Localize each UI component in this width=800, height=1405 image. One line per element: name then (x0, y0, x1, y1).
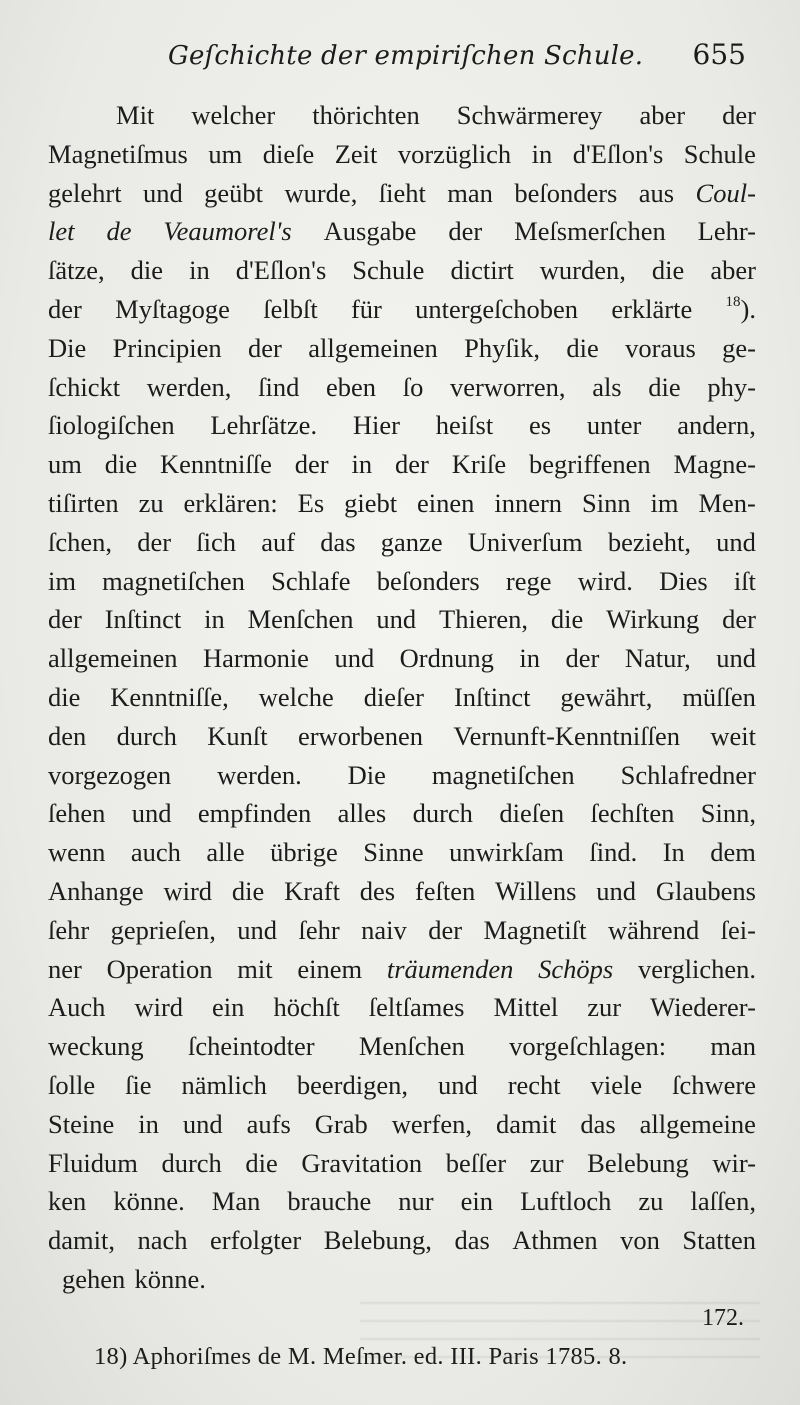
word: Athmen (512, 1225, 598, 1256)
word: Kriſe (451, 449, 507, 480)
text-line (48, 135, 756, 174)
word: der (48, 604, 82, 635)
word: für (350, 293, 382, 324)
signature-mark: 172. (702, 1304, 744, 1331)
word: wird (163, 875, 213, 906)
word: Sinn (582, 487, 631, 518)
word: die (231, 875, 265, 906)
word: die (48, 681, 81, 712)
word: ſind. (589, 837, 638, 868)
word: gelehrt (48, 177, 122, 208)
word: und (237, 914, 278, 945)
word: nämlich (181, 1069, 267, 1100)
word: Schöps (538, 953, 614, 984)
word: die (566, 332, 599, 363)
word: Kraft (284, 875, 340, 906)
word: auch (130, 837, 181, 868)
word: alle (206, 837, 245, 868)
word: ſind (258, 371, 300, 402)
word: andern, (677, 410, 756, 441)
word: Willens (495, 875, 577, 906)
word: ſei- (720, 914, 756, 945)
word: Magnetiſmus (48, 138, 188, 169)
word: Belebung (587, 1147, 689, 1178)
word: Die (347, 759, 386, 790)
word: vorzüglich (397, 138, 512, 169)
word: träumenden (386, 953, 514, 984)
word: laſſen, (690, 1186, 756, 1217)
word: mit (237, 953, 273, 984)
word: beſſer (445, 1147, 507, 1178)
word: die (104, 449, 138, 480)
text-line (48, 96, 756, 135)
running-head-title: Geſchichte der empiriſchen Schule. (168, 41, 644, 71)
word: die (550, 604, 584, 635)
word: der (137, 526, 172, 557)
word: wurde, (284, 177, 358, 208)
word: giebt (344, 487, 398, 518)
word: der (394, 449, 429, 480)
word: Menſchen (247, 604, 354, 635)
text-line (48, 251, 756, 290)
word: ſchen, (48, 526, 113, 557)
text-line (48, 406, 756, 445)
word: d'Eſlon's (572, 138, 664, 169)
word: in (519, 643, 540, 674)
word: ge- (722, 332, 756, 363)
text-line (48, 368, 756, 407)
text-line (48, 600, 756, 639)
word: nach (137, 1225, 188, 1256)
word: Kenntniſſe (160, 449, 272, 480)
text-line (48, 794, 756, 833)
word: Schule (683, 138, 756, 169)
text-line (48, 988, 756, 1027)
word: höchſt (273, 992, 340, 1023)
word: damit (495, 1108, 557, 1139)
word: vorgezogen (48, 759, 172, 790)
word: Anhange (48, 875, 144, 906)
word: erklärte (611, 293, 693, 324)
word: Fluidum (48, 1147, 138, 1178)
word: gewährt, (560, 681, 653, 712)
word: in (531, 138, 553, 169)
word: zu (138, 487, 164, 518)
word: in (204, 604, 225, 635)
word: ſcheintodter (187, 1031, 315, 1062)
word: das (320, 526, 356, 557)
word: dieſe (262, 138, 315, 169)
word: magnetiſchen (431, 759, 575, 790)
word: Luftloch (520, 1186, 612, 1217)
word: Statten (682, 1225, 756, 1256)
word: beſonders (514, 177, 618, 208)
word: und (596, 875, 637, 906)
word: vorgeſchlagen: (509, 1031, 667, 1062)
text-line (48, 1144, 756, 1183)
word: Belebung, (323, 1225, 432, 1256)
word: dem (710, 837, 756, 868)
word: ſie (125, 1069, 152, 1100)
word: ſehr (48, 914, 90, 945)
word: Sinne (363, 837, 424, 868)
word: Coul- (695, 177, 756, 208)
word: allgemeine (639, 1108, 756, 1139)
word: aber (710, 255, 756, 286)
word: Schlafe (271, 565, 351, 596)
word: durch (116, 720, 177, 751)
word: nur (398, 1186, 434, 1217)
word: durch (412, 798, 473, 829)
word: als (592, 371, 622, 402)
word: aufs (246, 1108, 291, 1139)
word: durch (161, 1147, 222, 1178)
word: der (722, 100, 756, 130)
running-head (48, 38, 756, 92)
word: ſehr (298, 914, 340, 945)
word: allgemeinen (308, 332, 438, 363)
word: müſſen (682, 681, 756, 712)
word: den (48, 720, 87, 751)
page-number: 655 (692, 38, 746, 71)
word: beſonders (376, 565, 480, 596)
word: Menſchen (358, 1031, 465, 1062)
word: um (208, 138, 243, 169)
text-line (48, 562, 756, 601)
word: dieſer (363, 681, 425, 712)
text-line (48, 678, 756, 717)
text-line (48, 212, 756, 251)
text-line (48, 1066, 756, 1105)
word: im (650, 487, 679, 518)
text-line (48, 523, 756, 562)
word: Myſtagoge (115, 293, 230, 324)
word: ſieht (378, 177, 426, 208)
word: es (529, 410, 552, 441)
word: des (359, 875, 396, 906)
body-text (48, 96, 756, 1299)
text-line (48, 1027, 756, 1066)
text-line (48, 833, 756, 872)
word: Glaubens (655, 875, 756, 906)
word: und (143, 177, 183, 208)
word: in (351, 449, 373, 480)
word: $^{18}$). (725, 293, 756, 324)
word: der (247, 332, 282, 363)
word: werden, (146, 371, 232, 402)
word: Principien (112, 332, 222, 363)
word: man (710, 1031, 756, 1062)
word: Kenntniſſe, (110, 681, 229, 712)
word: könne. (113, 1186, 185, 1217)
word: das (580, 1108, 616, 1139)
word: erklären: (183, 487, 278, 518)
word: naiv (361, 914, 407, 945)
word: Mit (116, 100, 155, 130)
word: Natur, (624, 643, 691, 674)
word: im (48, 565, 76, 596)
word: Ordnung (399, 643, 494, 674)
word: dictirt (450, 255, 514, 286)
word: Harmonie (202, 643, 309, 674)
word: viele (590, 1069, 643, 1100)
word: erfolgter (210, 1225, 302, 1256)
word: werfen, (391, 1108, 472, 1139)
word: brauche (287, 1186, 372, 1217)
word: und (437, 1069, 478, 1100)
footnote: 18) Aphoriſmes de M. Meſmer. ed. III. Paris 1785. 8. (94, 1342, 628, 1370)
word: innern (494, 487, 563, 518)
word: Vernunft-Kenntniſſen (453, 720, 681, 751)
word: das (454, 1225, 490, 1256)
word: unter (586, 410, 642, 441)
text-line (48, 911, 756, 950)
word: tiſirten (48, 487, 119, 518)
word: recht (507, 1069, 561, 1100)
word: Inſtinct (104, 604, 182, 635)
word: wir- (712, 1147, 756, 1178)
word: thörichten (312, 100, 420, 130)
word: ner (48, 953, 82, 984)
word: und (182, 1108, 223, 1139)
word: Men- (698, 487, 756, 518)
word: heiſst (435, 410, 494, 441)
word: Veaumorel's (163, 216, 292, 247)
word: Die (48, 332, 87, 363)
text-line (48, 1182, 756, 1221)
word: weit (710, 720, 756, 751)
word: Gravitation (301, 1147, 423, 1178)
word: unwirkſam (449, 837, 564, 868)
word: aus (638, 177, 675, 208)
text-line (48, 290, 756, 329)
word: ſchickt (48, 371, 121, 402)
word: und (131, 798, 172, 829)
word: erworbenen (297, 720, 424, 751)
word: Magne- (673, 449, 756, 480)
text-line (48, 717, 756, 756)
bleed-through-texture (360, 1288, 760, 1358)
text-line (48, 329, 756, 368)
word: auf (261, 526, 296, 557)
word: phy- (707, 371, 756, 402)
word: Steine (48, 1108, 115, 1139)
word: damit, (48, 1225, 115, 1256)
word: in (189, 255, 210, 286)
word: man (447, 177, 493, 208)
text-line (48, 174, 756, 213)
word: einem (297, 953, 363, 984)
word: Es (297, 487, 325, 518)
word: Kunſt (207, 720, 268, 751)
word: Schlafredner (620, 759, 756, 790)
word: der (448, 216, 483, 247)
word: von (620, 1225, 660, 1256)
word: ken (48, 1186, 87, 1217)
word: werden. (217, 759, 302, 790)
word: iſt (733, 565, 756, 596)
word: ſeltſames (368, 992, 465, 1023)
word: wenn (48, 837, 106, 868)
word: Sinn, (700, 798, 756, 829)
word: de (106, 216, 132, 247)
word: der (294, 449, 329, 480)
word: Schule (352, 255, 425, 286)
word: dieſen (499, 798, 565, 829)
word: aber (639, 100, 686, 130)
text-line (48, 639, 756, 678)
word: der (722, 604, 756, 635)
word: rege (505, 565, 552, 596)
word: Thieren, (439, 604, 529, 635)
word: Wiederer- (650, 992, 756, 1023)
word: ſolle (48, 1069, 96, 1100)
word: die (130, 255, 164, 286)
word: alles (337, 798, 387, 829)
word: könne. (134, 1263, 206, 1294)
word: d'Eſlon's (235, 255, 327, 286)
word: zu (638, 1186, 664, 1217)
word: Phyſik, (464, 332, 540, 363)
word: Inſtinct (453, 681, 531, 712)
word: ſechſten (590, 798, 675, 829)
word: ſehen (48, 798, 106, 829)
word: zur (587, 992, 622, 1023)
word: geprieſen, (110, 914, 216, 945)
word: voraus (625, 332, 696, 363)
word: beerdigen, (296, 1069, 408, 1100)
word: ſchwere (672, 1069, 756, 1100)
word: welche (258, 681, 334, 712)
word: ganze (380, 526, 443, 557)
text-line (48, 756, 756, 795)
word: Zeit (334, 138, 378, 169)
word: die (651, 255, 685, 286)
word: Operation (106, 953, 213, 984)
word: let (48, 216, 75, 247)
word: Lehrſätze. (210, 410, 318, 441)
word: ſo (402, 371, 424, 402)
word: verglichen. (637, 953, 756, 984)
word: verworren, (450, 371, 566, 402)
word: während (607, 914, 700, 945)
word: weckung (48, 1031, 144, 1062)
word: Mittel (493, 992, 559, 1023)
word: Magnetiſt (483, 914, 587, 945)
word: Univerſum (467, 526, 583, 557)
word: um (48, 449, 82, 480)
word: gehen (62, 1263, 126, 1294)
word: übrige (270, 837, 338, 868)
word: und (716, 643, 756, 674)
word: der (48, 293, 82, 324)
text-line (48, 950, 756, 989)
word: welcher (191, 100, 276, 130)
word: begriffenen (529, 449, 651, 480)
word: ſich (196, 526, 237, 557)
word: geübt (204, 177, 264, 208)
word: zur (529, 1147, 564, 1178)
word: ſiologiſchen (48, 410, 175, 441)
word: bezieht, (607, 526, 691, 557)
text-line (48, 484, 756, 523)
word: wurden, (539, 255, 626, 286)
word: Hier (352, 410, 400, 441)
word: Grab (314, 1108, 368, 1139)
word: Schwärmerey (456, 100, 603, 130)
word: die (648, 371, 681, 402)
word: wird (134, 992, 184, 1023)
word: ein (212, 992, 245, 1023)
word: der (565, 643, 600, 674)
word: Lehr- (697, 216, 756, 247)
word: ein (460, 1186, 494, 1217)
text-line (48, 1221, 756, 1260)
word: und (376, 604, 417, 635)
word: ſelbſt (263, 293, 318, 324)
word: Meſsmerſchen (514, 216, 666, 247)
word: magnetiſchen (102, 565, 245, 596)
word: feſten (414, 875, 476, 906)
text-line (48, 445, 756, 484)
word: einen (417, 487, 475, 518)
word: und (716, 526, 756, 557)
word: ſätze, (48, 255, 105, 286)
word: Dies (659, 565, 708, 596)
word: Wirkung (606, 604, 700, 635)
word: untergeſchoben (415, 293, 579, 324)
word: Ausgabe (323, 216, 417, 247)
word: eben (326, 371, 377, 402)
word: Man (211, 1186, 261, 1217)
word: In (662, 837, 685, 868)
word: in (138, 1108, 159, 1139)
word: und (334, 643, 375, 674)
text-line (48, 872, 756, 911)
text-line (48, 1105, 756, 1144)
word: Auch (48, 992, 106, 1023)
word: wird. (577, 565, 633, 596)
word: die (245, 1147, 278, 1178)
word: allgemeinen (48, 643, 178, 674)
word: der (428, 914, 463, 945)
word: empfinden (197, 798, 312, 829)
